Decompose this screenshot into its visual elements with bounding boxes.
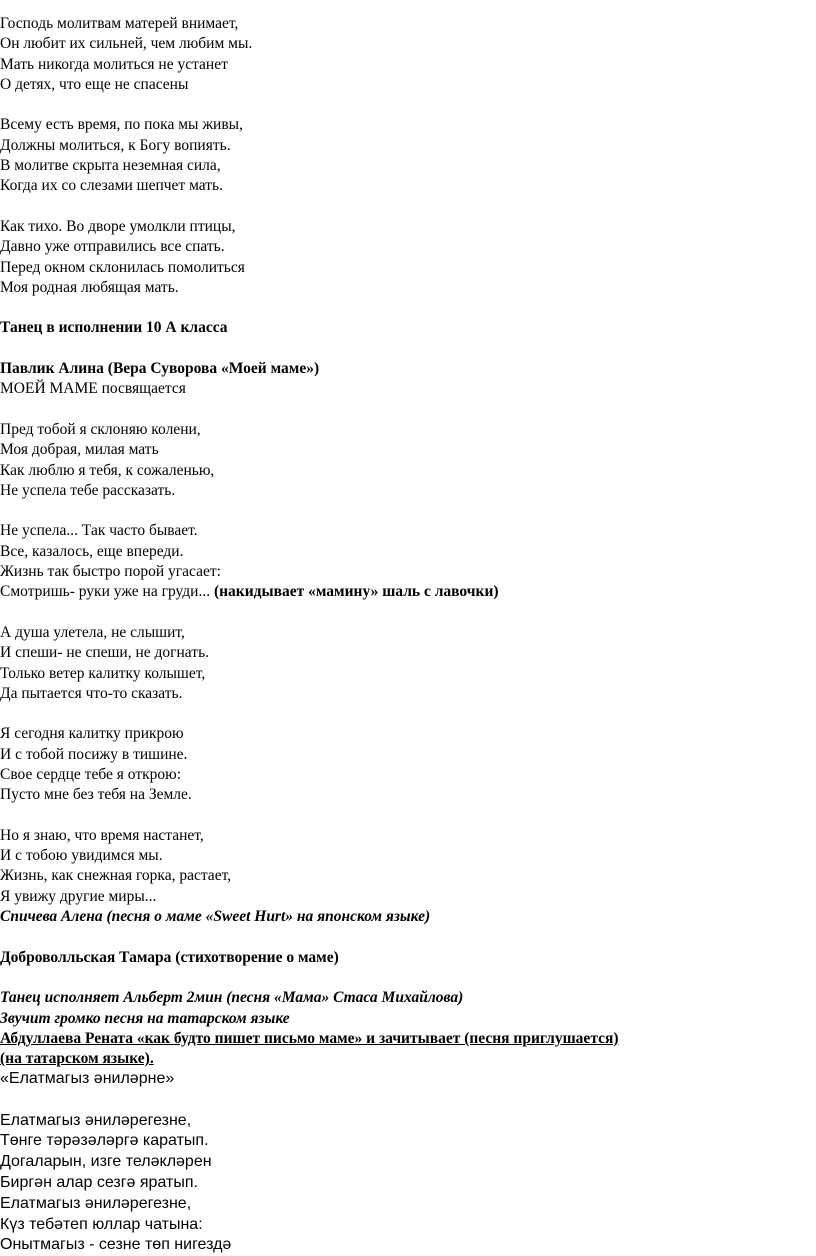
poem-line: Елатмагыз әниләрегезне, — [0, 1111, 192, 1129]
poem-stanza — [0, 0, 816, 95]
poem-line: Он любит их сильней, чем любим мы. — [0, 35, 253, 53]
poem-line: Да пытается что-то сказать. — [0, 684, 183, 702]
poem-stanza — [0, 217, 816, 298]
poem-line: Все, казалось, еще впереди. — [0, 542, 184, 560]
poem-line: Догаларын, изге теләкләрен — [0, 1153, 212, 1171]
poem-stanza — [0, 521, 816, 602]
poem-line: Не успела... Так часто бывает. — [0, 522, 198, 540]
poem-line: Давно уже отправились все спать. — [0, 238, 225, 256]
poem-stanza — [0, 724, 816, 805]
poem-line: Төнге тәрәзәләргә каратып. — [0, 1132, 209, 1150]
poem-line: Не успела тебе рассказать. — [0, 481, 176, 499]
poem-line: Всему есть время, по пока мы живы, — [0, 116, 243, 134]
poem-line: Мать никогда молиться не устанет — [0, 55, 228, 73]
poem-line: И спеши- не спеши, не догнать. — [0, 644, 210, 662]
poem-line: Күз тебәтеп юллар чатына: — [0, 1215, 203, 1233]
poem-line: Пусто мне без тебя на Земле. — [0, 786, 192, 804]
poem-line: Как тихо. Во дворе умолкли птицы, — [0, 217, 236, 235]
poem-dedication: МОЕЙ МАМЕ посвящается — [0, 380, 186, 398]
poem-line: Но я знаю, что время настанет, — [0, 826, 204, 844]
poem-line: Как люблю я тебя, к сожаленью, — [0, 461, 215, 479]
poem-line: Я сегодня калитку прикрою — [0, 725, 184, 743]
poem-line: И с тобой посижу в тишине. — [0, 745, 188, 763]
poem-line: О детях, что еще не спасены — [0, 75, 189, 93]
poem-line: Я увижу другие миры... — [0, 887, 157, 905]
program-item-dobrovolskaya: Доброволльская Тамара (стихотворение о маме) — [0, 948, 339, 966]
poem-line-text: Смотришь- руки уже на груди... — [0, 583, 214, 601]
poem-line: Перед окном склонилась помолиться — [0, 258, 245, 276]
stage-note-song: Звучит громко песня на татарском языке — [0, 1009, 290, 1027]
poem-stanza — [0, 115, 816, 196]
poem-line: Жизнь, как снежная горка, растает, — [0, 867, 232, 885]
poem-line: Только ветер калитку колышет, — [0, 664, 206, 682]
poem-line: Моя добрая, милая мать — [0, 441, 159, 459]
program-item-abdullaeva-note: (на татарском языке). — [0, 1050, 154, 1068]
program-item-heading: Павлик Алина (Вера Суворова «Моей маме») — [0, 360, 320, 378]
poem-line: А душа улетела, не слышит, — [0, 623, 185, 641]
poem-line: Когда их со слезами шепчет мать. — [0, 177, 223, 195]
poem-line: Жизнь так быстро порой угасает: — [0, 563, 221, 581]
program-item-albert: Танец исполняет Альберт 2мин (песня «Мама» Стаса Михайлова) — [0, 989, 464, 1007]
program-item-dance-10a: Танец в исполнении 10 А класса — [0, 319, 228, 337]
poem-stanza — [0, 826, 816, 907]
poem-line — [0, 582, 816, 602]
tatar-poem-title: «Елатмагыз әниләрне» — [0, 1070, 175, 1088]
poem-stanza — [0, 420, 816, 501]
stage-direction: (накидывает «мамину» шаль с лавочки) — [213, 583, 499, 601]
poem-stanza — [0, 623, 816, 704]
poem-line: Биргән алар сезгә яратып. — [0, 1173, 198, 1191]
program-item-spicheva: Спичева Алена (песня о маме «Sweet Hurt» на японском языке) — [0, 908, 431, 926]
poem-line: Елатмагыз әниләрегезне, — [0, 1194, 192, 1212]
poem-line: Онытмагыз - сезне төп нигездә — [0, 1236, 232, 1254]
poem-line: В молитве скрыта неземная сила, — [0, 157, 221, 175]
poem-line: Пред тобой я склоняю колени, — [0, 420, 201, 438]
program-item-abdullaeva: Абдуллаева Рената «как будто пишет письмо маме» и зачитывает (песня приглушается) — [0, 1029, 619, 1047]
poem-line: Должны молиться, к Богу вопиять. — [0, 136, 231, 154]
poem-line: И с тобою увидимся мы. — [0, 847, 163, 865]
poem-line: Свое сердце тебе я открою: — [0, 765, 182, 783]
poem-line: Господь молитвам матерей внимает, — [0, 15, 239, 32]
tatar-poem — [0, 1111, 816, 1256]
poem-line: Моя родная любящая мать. — [0, 278, 179, 296]
